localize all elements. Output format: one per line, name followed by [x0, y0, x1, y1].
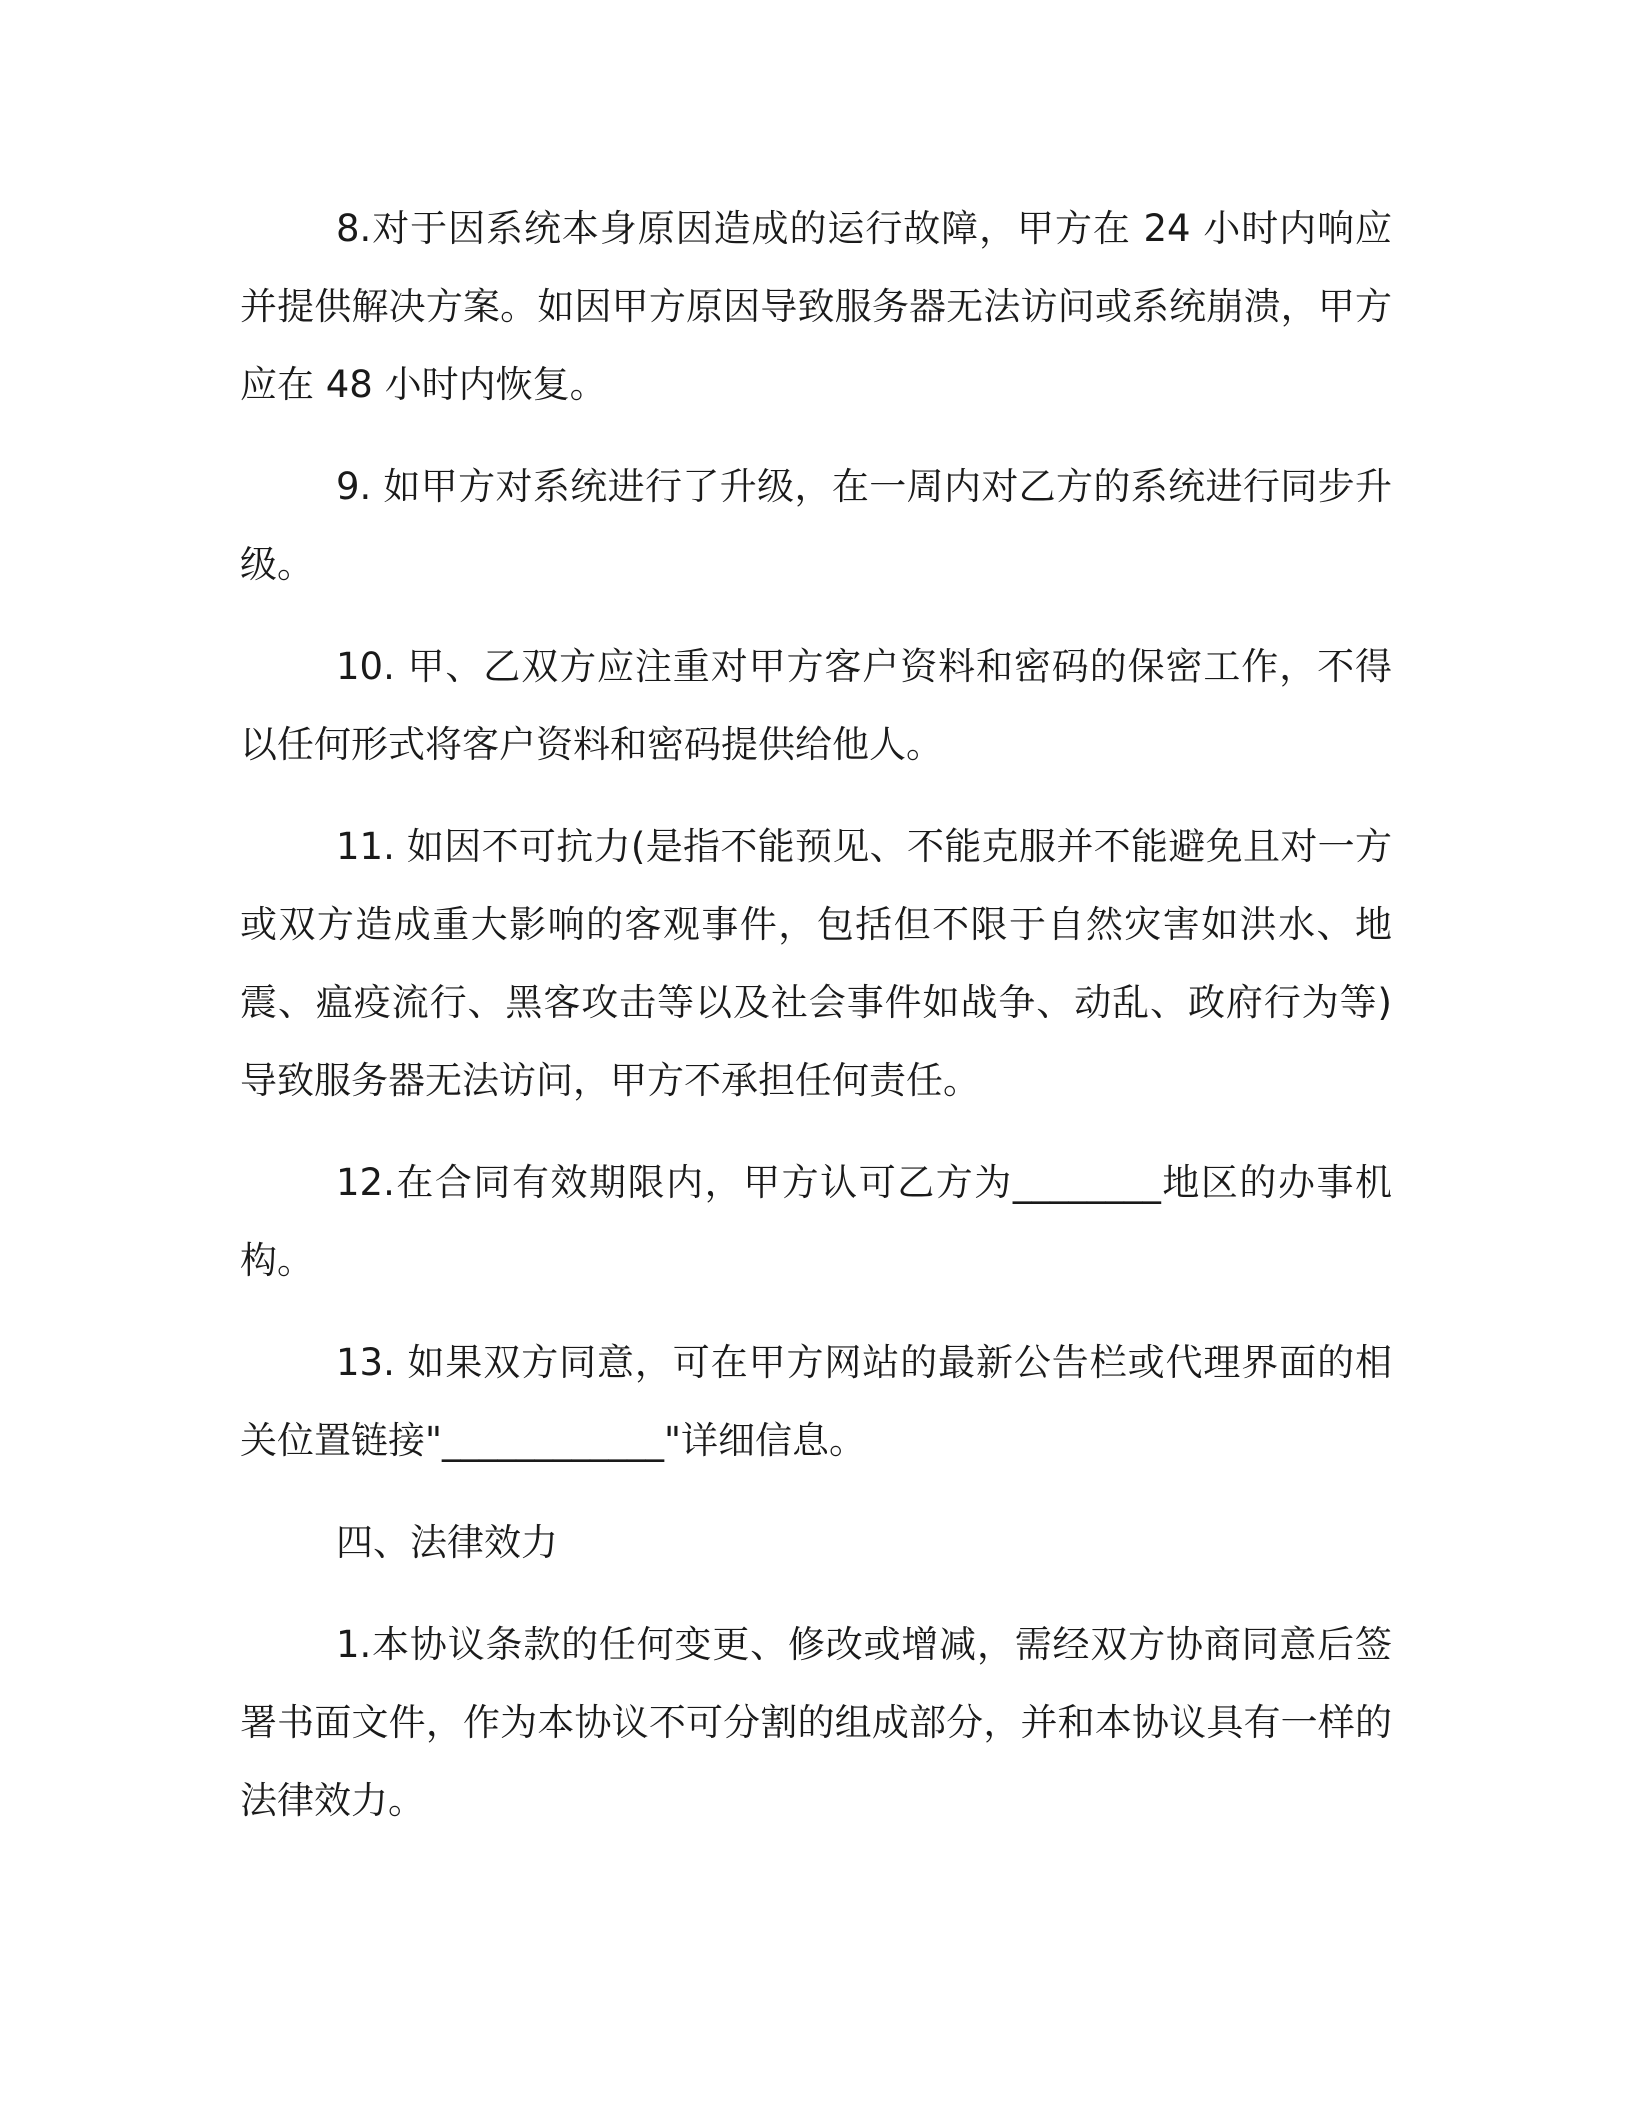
- clause-8: 8.对于因系统本身原因造成的运行故障，甲方在 24 小时内响应并提供解决方案。如因甲方原因导致服务器无法访问或系统崩溃，甲方应在 48 小时内恢复。: [240, 207, 1392, 406]
- clause-9: 9. 如甲方对系统进行了升级，在一周内对乙方的系统进行同步升级。: [240, 465, 1392, 586]
- legal-clause-1: 1.本协议条款的任何变更、修改或增减，需经双方协商同意后签署书面文件，作为本协议不可分割的组成部分，并和本协议具有一样的法律效力。: [240, 1623, 1392, 1822]
- clause-13: 13. 如果双方同意，可在甲方网站的最新公告栏或代理界面的相关位置链接"____________"详细信息。: [240, 1341, 1392, 1462]
- clause-12: 12.在合同有效期限内，甲方认可乙方为________地区的办事机构。: [240, 1161, 1392, 1282]
- clause-10: 10. 甲、乙双方应注重对甲方客户资料和密码的保密工作，不得以任何形式将客户资料和密码提供给他人。: [240, 645, 1392, 766]
- clause-11: 11. 如因不可抗力(是指不能预见、不能克服并不能避免且对一方或双方造成重大影响的客观事件，包括但不限于自然灾害如洪水、地震、瘟疫流行、黑客攻击等以及社会事件如战争、动乱、政府行为等)导致服务器无法访问，甲方不承担任何责任。: [240, 825, 1392, 1102]
- section-heading-legal-effect: 四、法律效力: [336, 1521, 558, 1564]
- document-body: [240, 190, 1392, 1864]
